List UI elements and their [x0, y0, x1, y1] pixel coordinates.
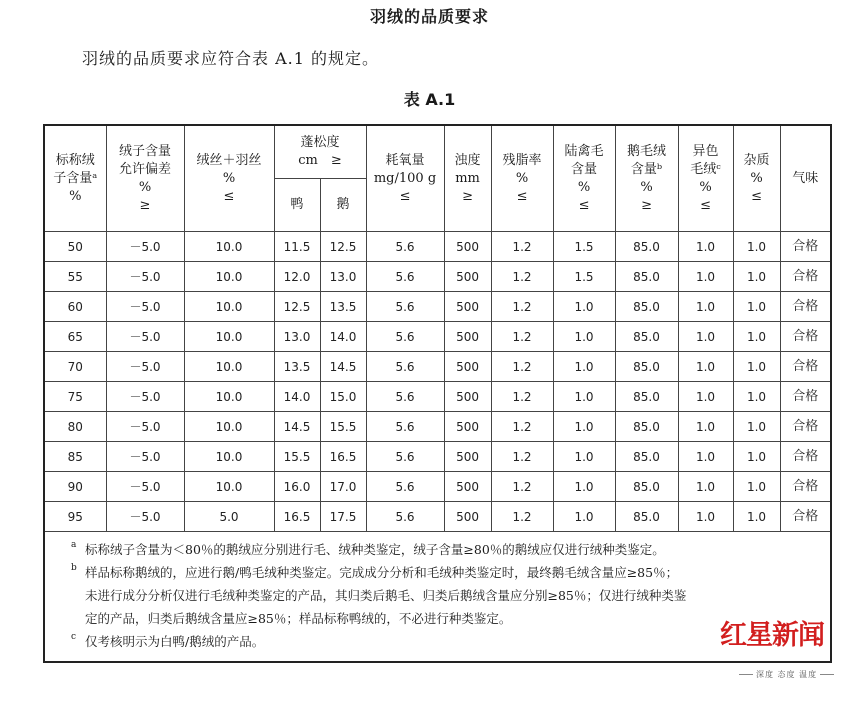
table-row: [44, 232, 831, 262]
table-row: [44, 352, 831, 382]
quality-table: [43, 124, 832, 663]
table-cell: 85.0: [615, 502, 678, 532]
table-cell: 1.0: [553, 322, 615, 352]
table-cell: 80: [44, 412, 106, 442]
header-oxygen: 耗氧量 mg/100 g ≤: [366, 125, 444, 232]
table-cell: 合格: [780, 352, 831, 382]
table-cell: －5.0: [106, 232, 184, 262]
table-cell: －5.0: [106, 352, 184, 382]
header-residual-fat: 残脂率 % ≤: [491, 125, 553, 232]
table-cell: 75: [44, 382, 106, 412]
table-cell: 1.2: [491, 352, 553, 382]
table-cell: 1.0: [733, 412, 780, 442]
intro-text: 羽绒的品质要求应符合表 A.1 的规定。: [82, 49, 379, 68]
table-cell: 1.0: [678, 502, 733, 532]
table-cell: 12.0: [274, 262, 320, 292]
table-cell: 5.6: [366, 292, 444, 322]
table-cell: 17.5: [320, 502, 366, 532]
table-cell: －5.0: [106, 502, 184, 532]
table-cell: 85.0: [615, 472, 678, 502]
table-cell: 500: [444, 442, 491, 472]
table-caption: 表 A.1: [403, 90, 456, 109]
table-cell: 1.0: [553, 412, 615, 442]
table-cell: 15.0: [320, 382, 366, 412]
table-cell: 10.0: [184, 382, 274, 412]
table-cell: 1.0: [678, 382, 733, 412]
table-cell: 1.0: [678, 352, 733, 382]
table-cell: 14.5: [274, 412, 320, 442]
table-row: [44, 262, 831, 292]
table-cell: 1.2: [491, 322, 553, 352]
table-cell: 1.0: [733, 352, 780, 382]
table-cell: 1.0: [733, 442, 780, 472]
footnote-line: 样品标称鹅绒的，应进行鹅/鸭毛绒种类鉴定。完成成分分析和毛绒种类鉴定时，最终鹅毛绒含量应≥85％；: [85, 565, 679, 580]
brand-slogan: 深度 态度 温度: [736, 669, 837, 680]
table-cell: 55: [44, 262, 106, 292]
table-cell: 1.0: [733, 232, 780, 262]
table-cell: 85.0: [615, 262, 678, 292]
table-cell: 11.5: [274, 232, 320, 262]
table-cell: 85.0: [615, 412, 678, 442]
table-cell: 13.5: [274, 352, 320, 382]
table-cell: 10.0: [184, 442, 274, 472]
brand-logo: 红星新闻: [720, 620, 824, 651]
table-cell: 1.2: [491, 502, 553, 532]
table-row: [44, 472, 831, 502]
table-cell: 合格: [780, 262, 831, 292]
table-cell: 1.0: [678, 322, 733, 352]
footnote-marker: c: [71, 632, 77, 642]
table-cell: 1.2: [491, 472, 553, 502]
table-row: [44, 292, 831, 322]
table-cell: 60: [44, 292, 106, 322]
table-cell: －5.0: [106, 322, 184, 352]
table-cell: 1.0: [733, 472, 780, 502]
table-cell: 85.0: [615, 322, 678, 352]
table-footnotes: [44, 532, 831, 663]
table-cell: 1.0: [733, 262, 780, 292]
table-cell: 5.6: [366, 352, 444, 382]
table-cell: 17.0: [320, 472, 366, 502]
table-cell: 16.5: [320, 442, 366, 472]
table-cell: 500: [444, 472, 491, 502]
footnote-marker: b: [71, 563, 77, 573]
table-cell: 合格: [780, 292, 831, 322]
table-cell: 1.0: [733, 502, 780, 532]
table-cell: 50: [44, 232, 106, 262]
footnote-marker: a: [71, 540, 77, 550]
table-cell: 5.6: [366, 472, 444, 502]
header-fill-power: 蓬松度 cm ≥: [274, 125, 366, 179]
table-cell: 70: [44, 352, 106, 382]
table-cell: 1.0: [553, 502, 615, 532]
table-cell: 14.0: [320, 322, 366, 352]
table-cell: 85.0: [615, 382, 678, 412]
table-cell: 90: [44, 472, 106, 502]
table-cell: 5.6: [366, 442, 444, 472]
table-row: [44, 322, 831, 352]
table-cell: 13.5: [320, 292, 366, 322]
footnote-line: 未进行成分分析仅进行毛绒种类鉴定的产品，其归类后鹅毛、归类后鹅绒含量应分别≥85％；仅进行绒种类鉴: [85, 588, 687, 603]
table-cell: 500: [444, 502, 491, 532]
table-cell: 12.5: [274, 292, 320, 322]
header-turbidity: 浊度 mm ≥: [444, 125, 491, 232]
header-impurity: 杂质 % ≤: [733, 125, 780, 232]
header-landfowl: 陆禽毛 含量 % ≤: [553, 125, 615, 232]
table-cell: 1.0: [733, 382, 780, 412]
table-cell: 1.0: [553, 442, 615, 472]
footnote-c: [71, 630, 820, 653]
table-cell: －5.0: [106, 292, 184, 322]
footnote-line: 标称绒子含量为＜80％的鹅绒应分别进行毛、绒种类鉴定，绒子含量≥80％的鹅绒应仅进行绒种类鉴定。: [85, 542, 665, 557]
table-cell: 10.0: [184, 472, 274, 502]
header-nominal-down: 标称绒 子含量ᵃ %: [44, 125, 106, 232]
table-cell: 10.0: [184, 232, 274, 262]
table-cell: 14.5: [320, 352, 366, 382]
table-cell: 10.0: [184, 292, 274, 322]
table-cell: 5.6: [366, 232, 444, 262]
table-cell: 合格: [780, 232, 831, 262]
table-cell: －5.0: [106, 412, 184, 442]
footnote-b: [71, 561, 820, 630]
table-cell: 65: [44, 322, 106, 352]
table-cell: 1.0: [678, 412, 733, 442]
table-cell: 1.2: [491, 382, 553, 412]
table-row: [44, 442, 831, 472]
table-cell: 1.0: [553, 472, 615, 502]
table-cell: 85: [44, 442, 106, 472]
table-cell: 1.2: [491, 412, 553, 442]
table-cell: 1.5: [553, 262, 615, 292]
table-cell: 10.0: [184, 322, 274, 352]
table-cell: 14.0: [274, 382, 320, 412]
footnote-line: 仅考核明示为白鸭/鹅绒的产品。: [85, 634, 265, 649]
table-cell: 1.0: [553, 292, 615, 322]
table-cell: －5.0: [106, 262, 184, 292]
header-down-tolerance: 绒子含量 允许偏差 % ≥: [106, 125, 184, 232]
table-cell: －5.0: [106, 382, 184, 412]
header-goose-content: 鹅毛绒 含量ᵇ % ≥: [615, 125, 678, 232]
table-cell: 合格: [780, 382, 831, 412]
table-cell: 1.5: [553, 232, 615, 262]
table-cell: 5.6: [366, 412, 444, 442]
table-cell: 500: [444, 382, 491, 412]
table-cell: 1.0: [678, 292, 733, 322]
table-cell: 13.0: [274, 322, 320, 352]
table-cell: 15.5: [320, 412, 366, 442]
table-cell: 1.2: [491, 232, 553, 262]
header-goose: 鹅: [320, 179, 366, 232]
table-cell: 500: [444, 412, 491, 442]
table-row: [44, 382, 831, 412]
table-cell: 1.0: [553, 382, 615, 412]
table-cell: 85.0: [615, 352, 678, 382]
brand-watermark: [720, 613, 848, 689]
table-cell: 1.0: [678, 442, 733, 472]
footnote-a: [71, 538, 820, 561]
table-cell: 500: [444, 322, 491, 352]
table-cell: 合格: [780, 322, 831, 352]
table-cell: 1.0: [733, 322, 780, 352]
header-odor: 气味: [780, 125, 831, 232]
table-cell: 5.0: [184, 502, 274, 532]
table-cell: 1.2: [491, 292, 553, 322]
table-cell: 500: [444, 292, 491, 322]
table-cell: 1.2: [491, 442, 553, 472]
table-cell: －5.0: [106, 442, 184, 472]
table-cell: 合格: [780, 442, 831, 472]
table-cell: 85.0: [615, 292, 678, 322]
table-cell: 1.0: [733, 292, 780, 322]
table-row: [44, 502, 831, 532]
table-cell: 1.2: [491, 262, 553, 292]
table-cell: 500: [444, 262, 491, 292]
table-cell: 1.0: [553, 352, 615, 382]
table-cell: 1.0: [678, 472, 733, 502]
table-body: [44, 232, 831, 532]
header-duck: 鸭: [274, 179, 320, 232]
table-cell: 85.0: [615, 232, 678, 262]
table-cell: 16.0: [274, 472, 320, 502]
table-cell: 16.5: [274, 502, 320, 532]
header-off-color: 异色 毛绒ᶜ % ≤: [678, 125, 733, 232]
table-cell: 5.6: [366, 322, 444, 352]
table-cell: 1.0: [678, 262, 733, 292]
table-cell: 15.5: [274, 442, 320, 472]
table-cell: 合格: [780, 502, 831, 532]
header-fiber: 绒丝＋羽丝 % ≤: [184, 125, 274, 232]
table-cell: 500: [444, 352, 491, 382]
table-cell: 12.5: [320, 232, 366, 262]
table-cell: 10.0: [184, 352, 274, 382]
table-cell: 合格: [780, 472, 831, 502]
table-cell: 13.0: [320, 262, 366, 292]
table-header: [44, 125, 831, 232]
table-cell: 5.6: [366, 262, 444, 292]
page-title: 羽绒的品质要求: [369, 7, 489, 26]
table-cell: 合格: [780, 412, 831, 442]
table-cell: －5.0: [106, 472, 184, 502]
footnote-line: 定的产品，归类后鹅绒含量应≥85％；样品标称鸭绒的，不必进行种类鉴定。: [85, 611, 512, 626]
table-cell: 1.0: [678, 232, 733, 262]
table-cell: 5.6: [366, 382, 444, 412]
table-cell: 500: [444, 232, 491, 262]
table-cell: 95: [44, 502, 106, 532]
table-cell: 10.0: [184, 412, 274, 442]
table-cell: 85.0: [615, 442, 678, 472]
table-cell: 10.0: [184, 262, 274, 292]
table-cell: 5.6: [366, 502, 444, 532]
table-row: [44, 412, 831, 442]
